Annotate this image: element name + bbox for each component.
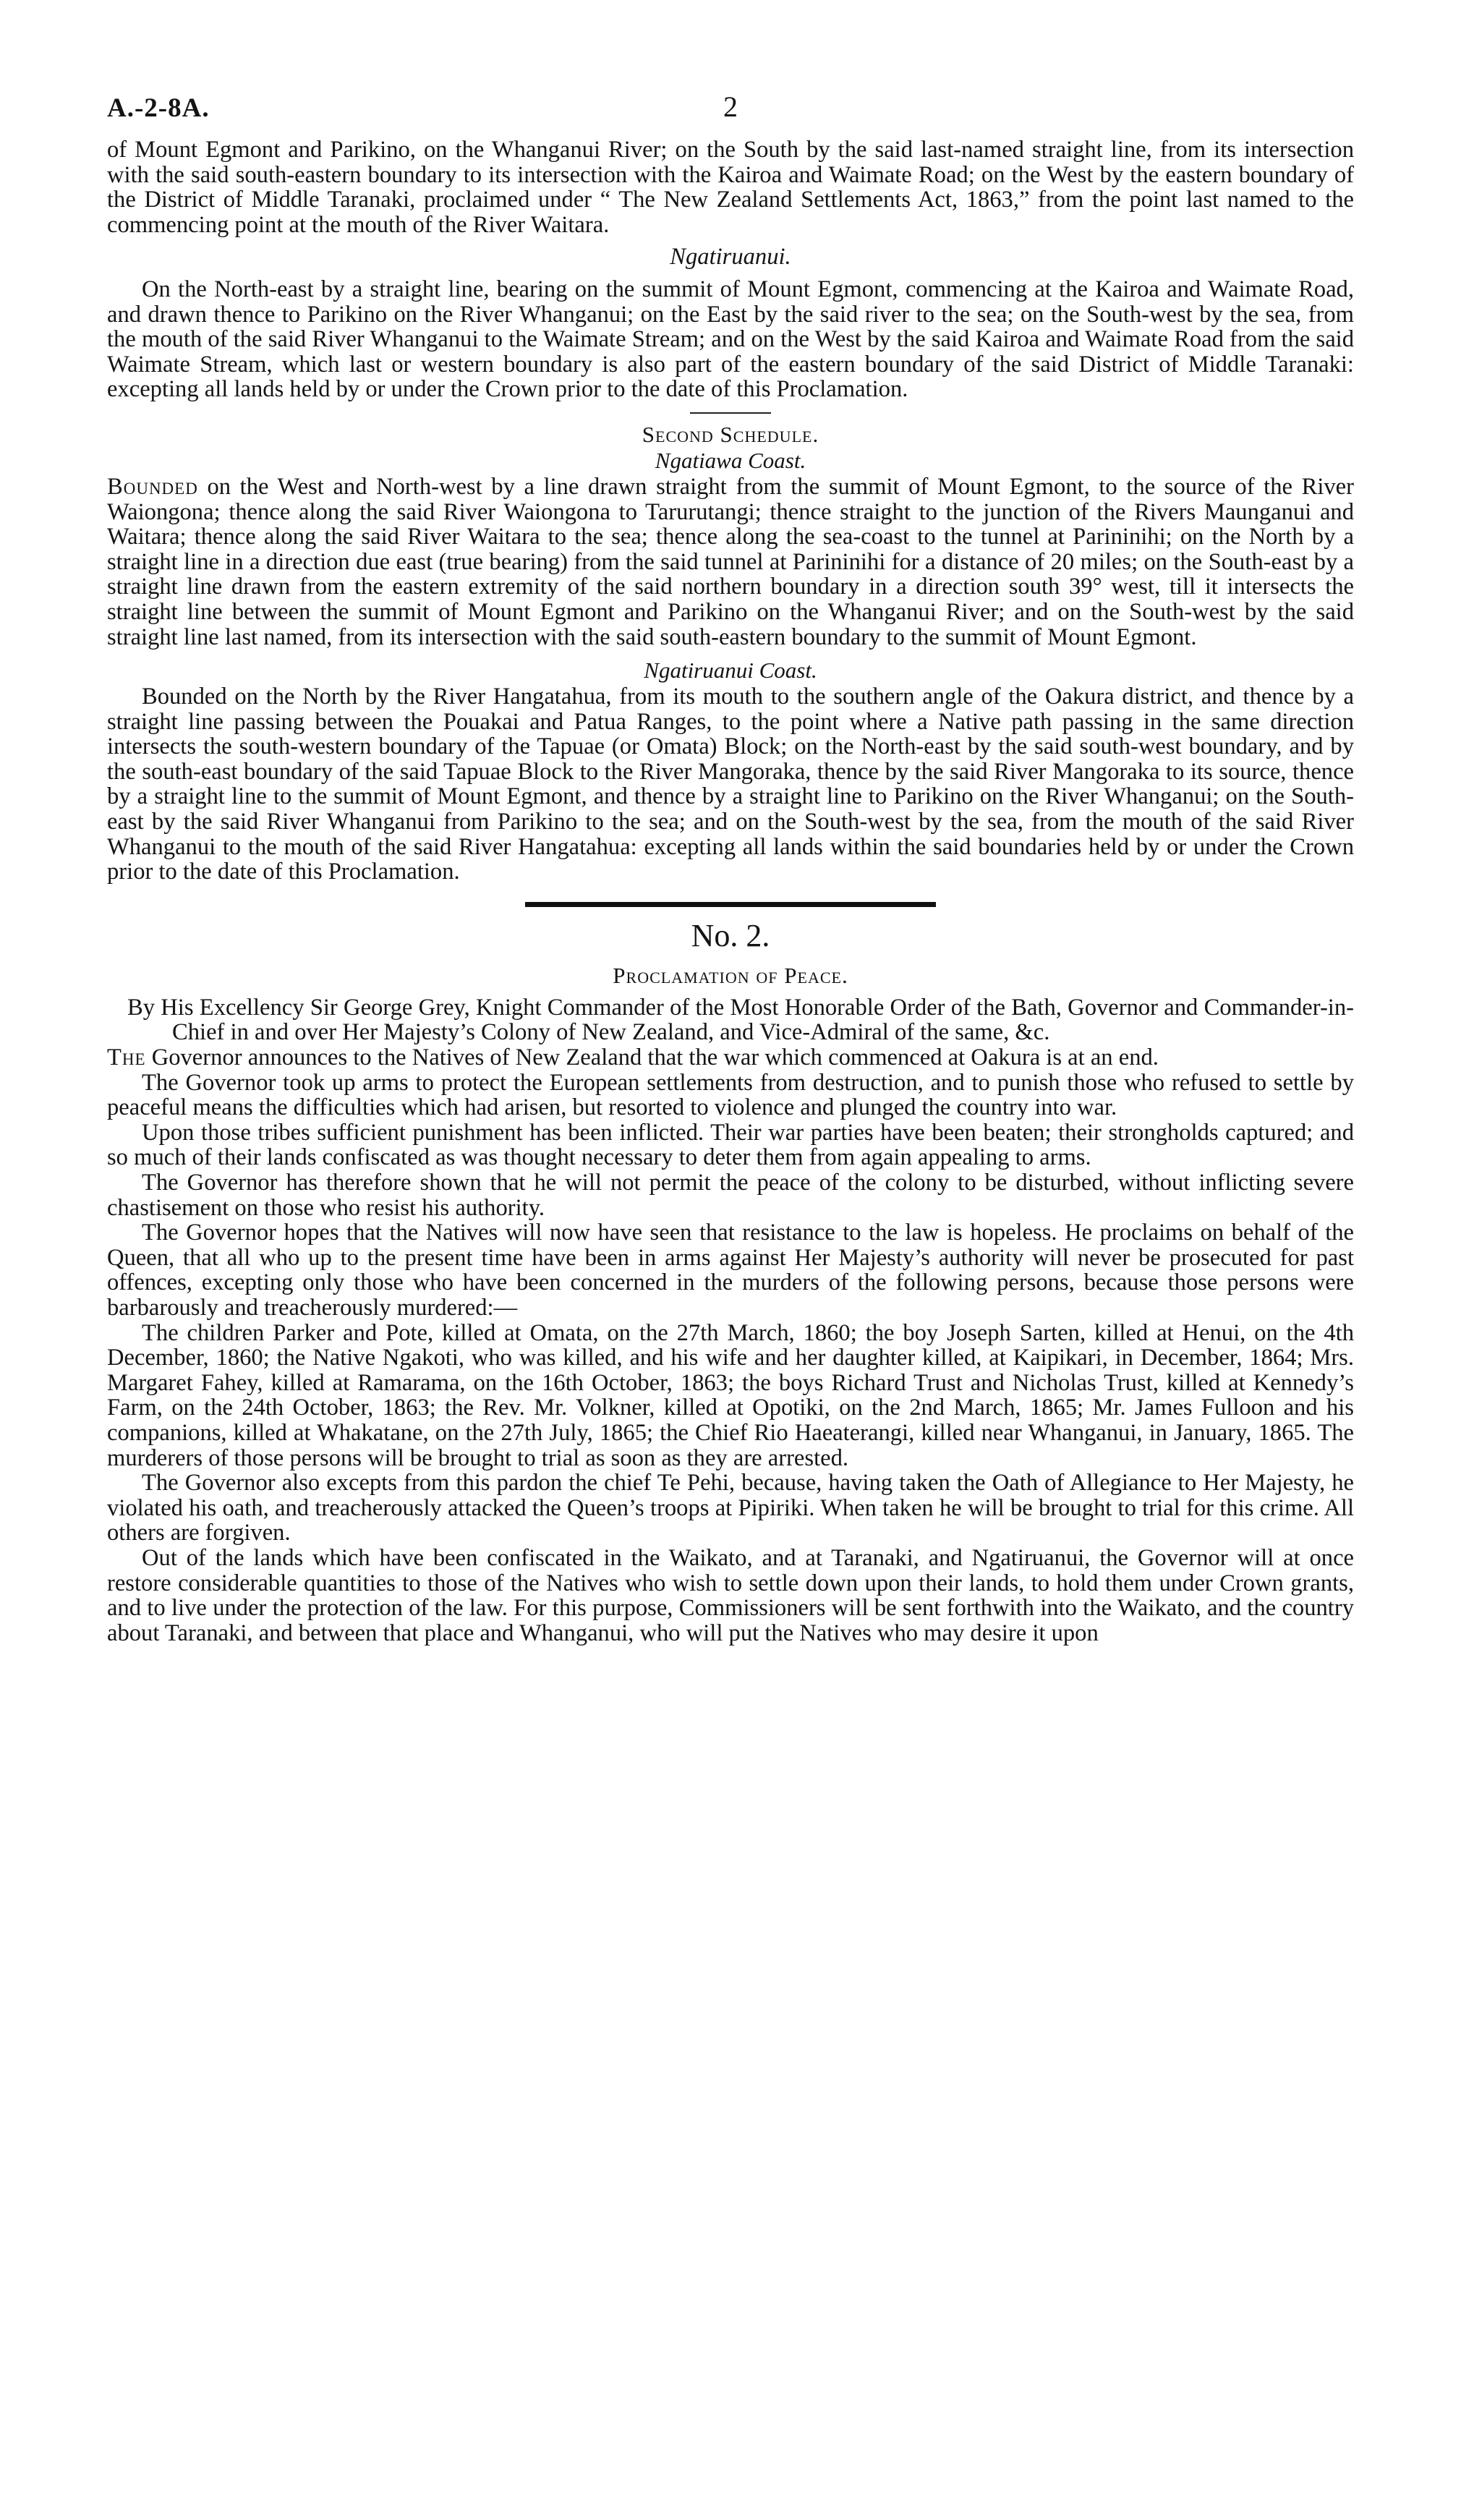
ngatiruanui-heading: Ngatiruanui.: [670, 244, 791, 271]
ngatiruanui-paragraph: On the North-east by a straight line, bearing on the summit of Mount Egmont, commencing at the Kairoa and Waimate Road, and drawn thence to Parikino on the River Whanganui; on the East by the said river to the sea; on the South-west by the sea, from the mouth of the said River Whanganui to the Waimate Stream; and on the West by the said Kairoa and Waimate Road from the said Waimate Stream, which last or western boundary is also part of the eastern boundary of the said District of Middle Taranaki: excepting all lands held by or under the Crown prior to the date of this Proclamation.: [107, 276, 1354, 403]
proclamation-paragraph: The Governor hopes that the Natives will now have seen that resistance to the law is hopeless. He proclaims on behalf of the Queen, that all who up to the present time have been in arms against Her Majesty’s authority will never be prosecuted for past offences, excepting only those who have been concerned in the murders of the following persons, because those persons were barbarously and treacherously murdered:—: [107, 1219, 1354, 1321]
document-page: [107, 72, 1354, 1646]
proclamation-first-text: Governor announces to the Natives of New Zealand that the war which commenced at Oakura is at an end.: [145, 1044, 1159, 1071]
opening-paragraph: of Mount Egmont and Parikino, on the Whanganui River; on the South by the said last-named straight line, from its intersection with the said south-eastern boundary to its intersection with the Kairoa and Waimate Road; on the West by the eastern boundary of the District of Middle Taranaki, proclaimed under “ The New Zealand Settlements Act, 1863,” from the point last named to the commencing point at the mouth of the River Waitara.: [107, 137, 1354, 238]
ngatiruanui-coast-heading: Ngatiruanui Coast.: [644, 657, 817, 684]
page-number: 2: [723, 90, 738, 123]
proclamation-paragraph: Upon those tribes sufficient punishment has been inflicted. Their war parties have been beaten; their strongholds captured; and so much of their lands confiscated as was thought necessary to deter them from again appealing to arms.: [107, 1119, 1354, 1171]
proclamation-number: No. 2.: [691, 917, 770, 953]
heavy-divider: [525, 902, 936, 907]
proclamation-paragraph: The children Parker and Pote, killed at Omata, on the 27th March, 1860; the boy Joseph Sarten, killed at Henui, on the 4th December, 1860; the Native Ngakoti, who was killed, and his wife and her daughter killed, at Kaipikari, in December, 1864; Mrs. Margaret Fahey, killed at Ramarama, on the 16th October, 1863; the boys Richard Trust and Nicholas Trust, killed at Kennedy’s Farm, on the 24th October, 1863; the Rev. Mr. Volkner, killed at Opotiki, on the 2nd March, 1865; Mr. James Fulloon and his companions, killed at Whakatane, on the 27th July, 1865; the Chief Rio Haeaterangi, killed near Whanganui, in January, 1865. The murderers of those persons will be brought to trial as soon as they are arrested.: [107, 1319, 1354, 1471]
ngatiawa-coast-heading: Ngatiawa Coast.: [655, 447, 806, 473]
section-divider: [690, 412, 771, 414]
ngatiawa-coast-paragraph: [107, 474, 1354, 650]
proclamation-paragraph: The Governor took up arms to protect the European settlements from destruction, and to punish those who refused to settle by peaceful means the difficulties which had arisen, but resorted to violence and plunged the country into war.: [107, 1069, 1354, 1121]
proclamation-paragraph: The Governor also excepts from this pardon the chief Te Pehi, because, having taken the Oath of Allegiance to Her Majesty, he violated his oath, and treacherously attacked the Queen’s troops at Pipiriki. When taken he will be brought to trial for this crime. All others are forgiven.: [107, 1470, 1354, 1546]
the-lead: The: [107, 1044, 146, 1071]
document-reference: A.-2-8A.: [107, 93, 210, 123]
ngatiruanui-coast-paragraph: Bounded on the North by the River Hangatahua, from its mouth to the southern angle of the Oakura district, and thence by a straight line passing between the Pouakai and Patua Ranges, to the point where a Native path passing in the same direction intersects the south-western boundary of the Tapuae (or Omata) Block; on the North-east by the said south-west boundary, and by the south-east boundary of the said Tapuae Block to the River Mangoraka, thence by the said River Mangoraka to its source, thence by a straight line to the summit of Mount Egmont, and thence by a straight line to Parikino on the River Whanganui; on the South-east by the said River Whanganui from Parikino to the sea; and on the South-west by the sea, from the mouth of the said River Whanganui to the mouth of the said River Hangatahua: excepting all lands within the said boundaries held by or under the Crown prior to the date of this Proclamation.: [107, 684, 1354, 885]
bounded-lead: Bounded: [107, 473, 198, 500]
proclamation-paragraph: Out of the lands which have been confiscated in the Waikato, and at Taranaki, and Ngatiruanui, the Governor will at once restore considerable quantities to those of the Natives who wish to settle down upon their lands, to hold them under Crown grants, and to live under the protection of the law. For this purpose, Commissioners will be sent forthwith into the Waikato, and the country about Taranaki, and between that place and Whanganui, who will put the Natives who may desire it upon: [107, 1544, 1354, 1646]
proclamation-paragraph: The Governor has therefore shown that he will not permit the peace of the colony to be disturbed, without inflicting severe chastisement on those who resist his authority.: [107, 1170, 1354, 1221]
proclamation-byline: By His Excellency Sir George Grey, Knight Commander of the Most Honorable Order of the Bath, Governor and Commander-in-Chief in and over Her Majesty’s Colony of New Zealand, and Vice-Admiral of the same, &c.: [127, 994, 1354, 1046]
ngatiawa-coast-text: on the West and North-west by a line drawn straight from the summit of Mount Egmont, to the source of the River Waiongona; thence along the said River Waiongona to Tarurutangi; thence straight to the junction of the Rivers Maunganui and Waitara; thence along the said River Waitara to the sea; thence along the sea-coast to the tunnel at Parininihi; on the North by a straight line in a direction due east (true bearing) from the said tunnel at Parininihi for a distance of 20 miles; on the South-east by a straight line drawn from the eastern extremity of the said northern boundary in a direction south 39° west, till it intersects the straight line between the summit of Mount Egmont and Parikino on the Whanganui River; and on the South-west by the said straight line last named, from its intersection with the said south-eastern boundary to the summit of Mount Egmont.: [107, 473, 1354, 650]
second-schedule-heading: Second Schedule.: [642, 421, 819, 447]
page-header: [107, 72, 1354, 137]
proclamation-title: Proclamation of Peace.: [613, 962, 848, 988]
proclamation-first-paragraph: [107, 1045, 1354, 1070]
